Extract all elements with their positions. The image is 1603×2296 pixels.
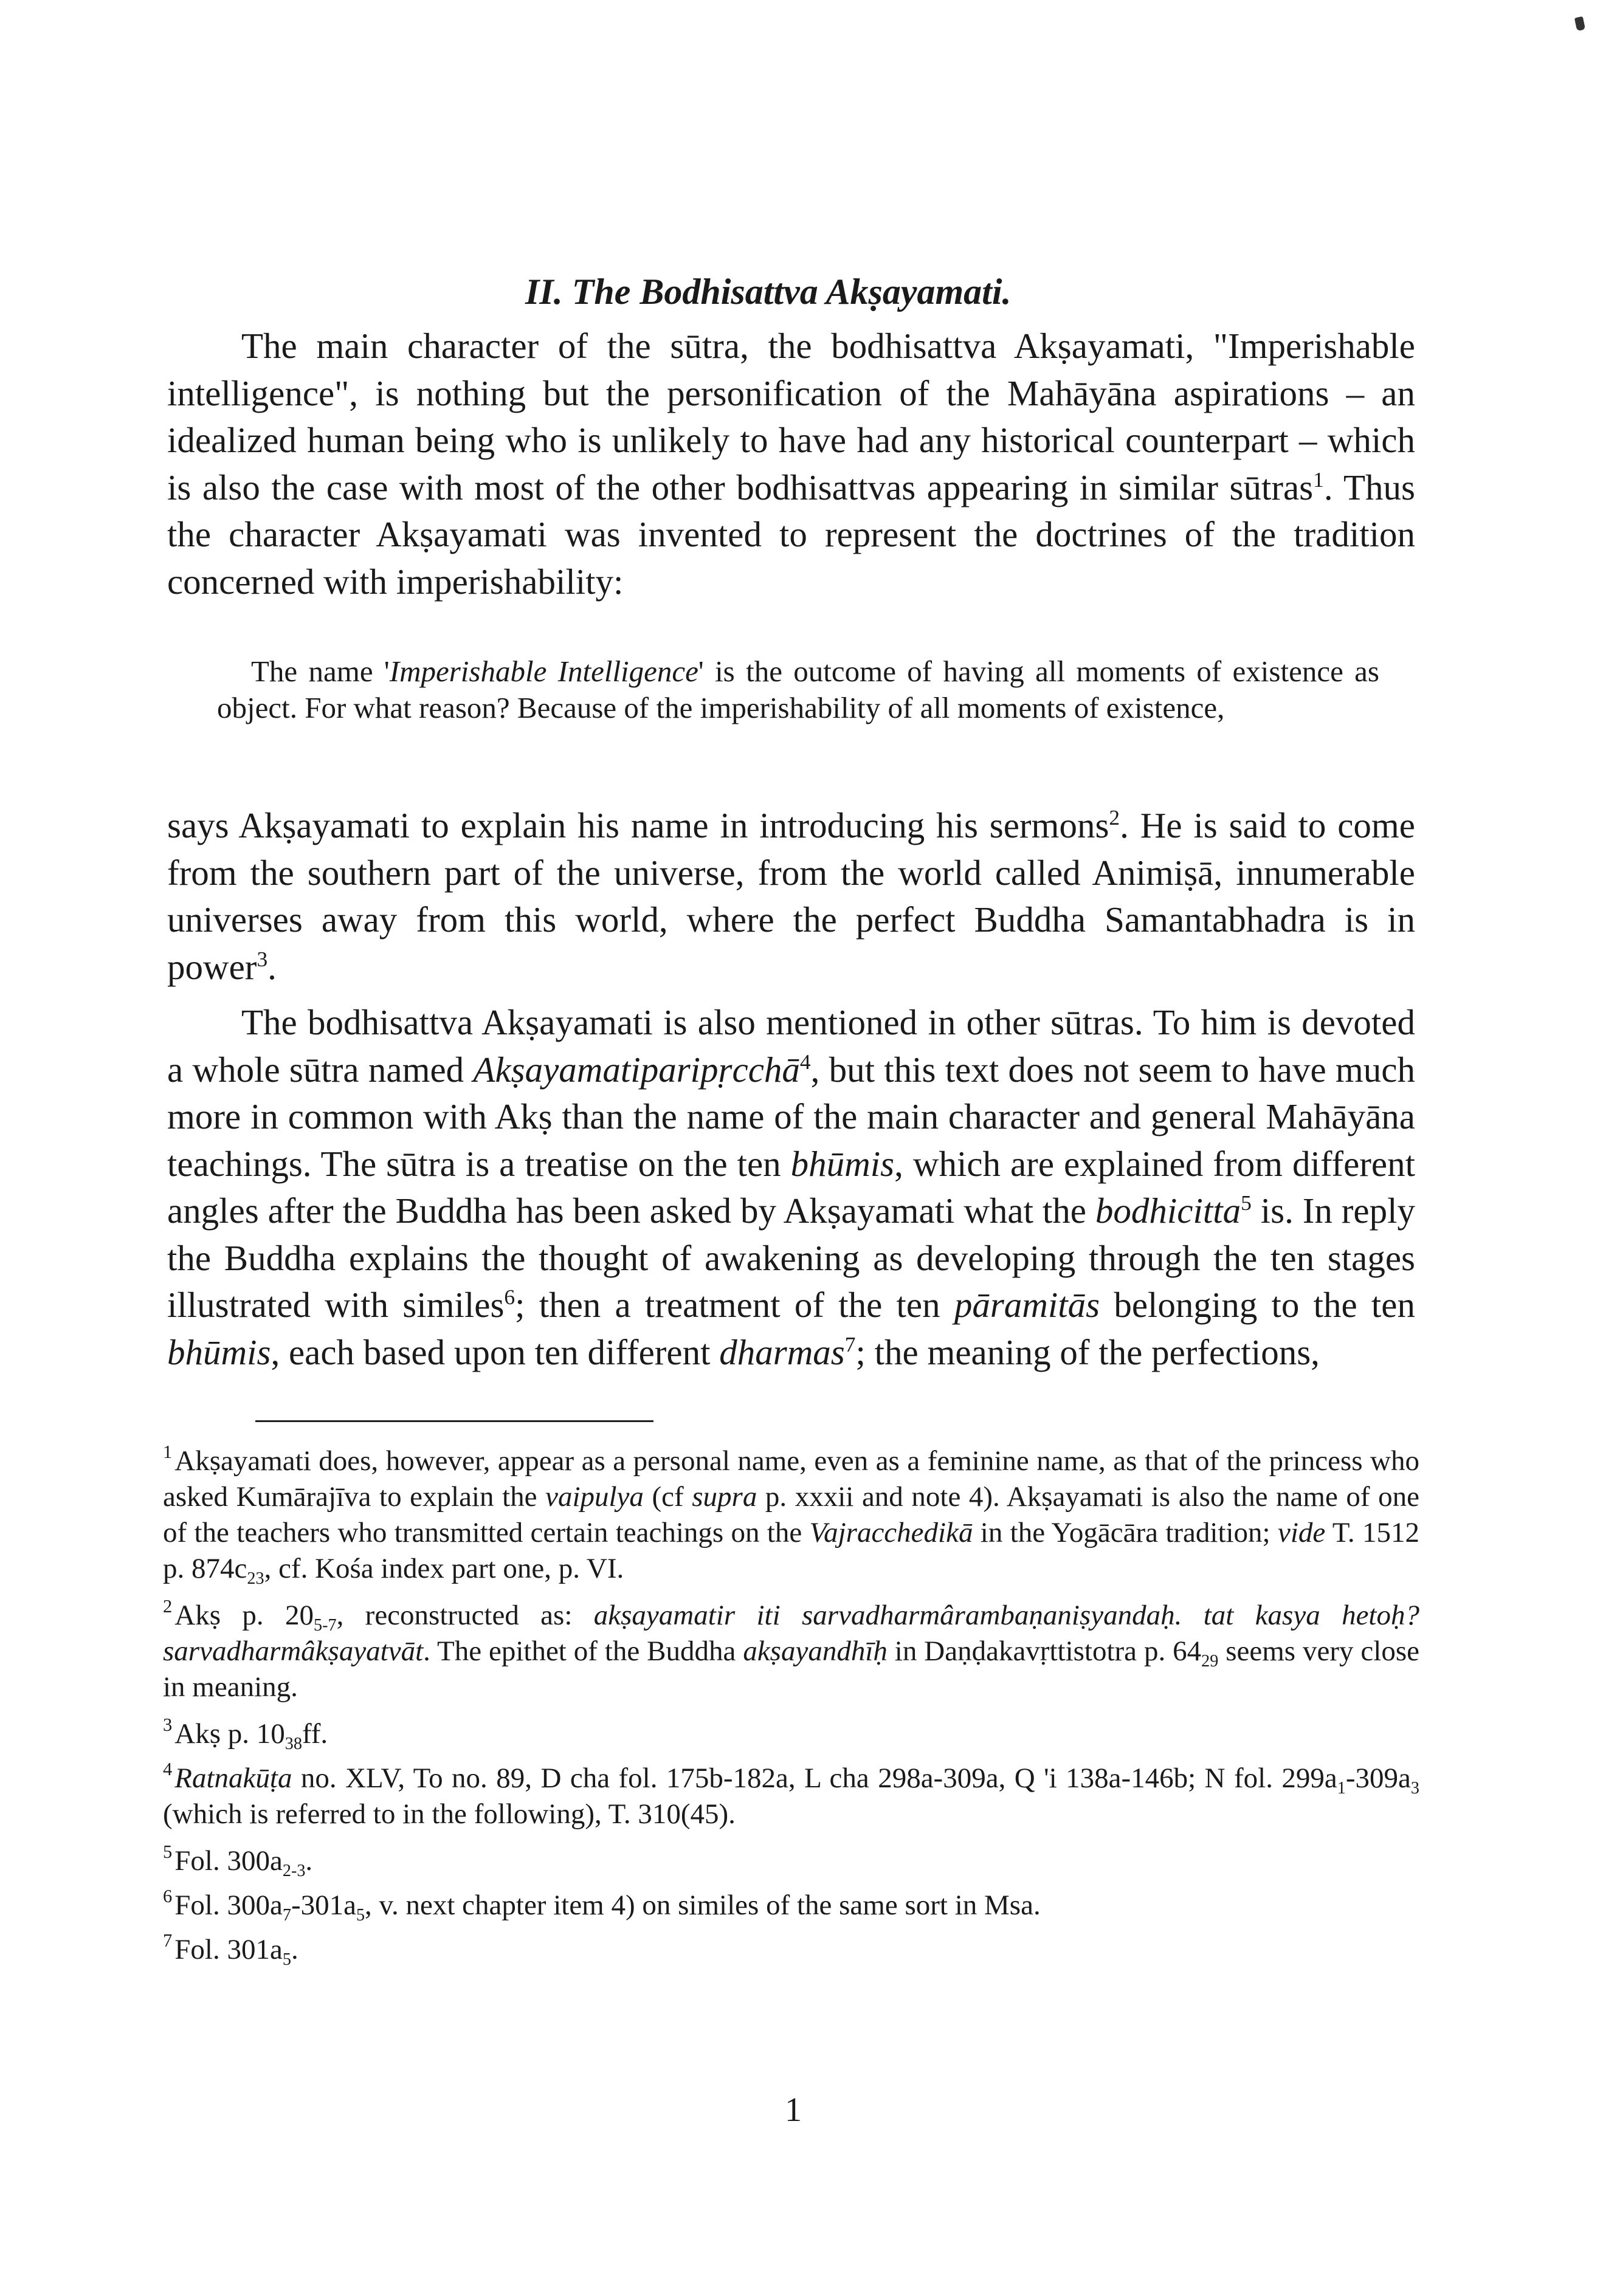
- footnote-ref-4: 4: [799, 1049, 811, 1074]
- footnote-5: $^5$Fol. $300a_{2-3}$.: [163, 1841, 313, 1880]
- footnote-7: $^7$Fol. $301a_5$.: [163, 1930, 298, 1969]
- paragraph-2: says Akṣayamati to explain his name in introducing his sermons$^2$. He is said to come from the southern part of the universe, from the world called Animiṣā, innumerable universes away from this world, where the perfect Buddha Samantabhadra is in power$^3$.: [167, 805, 1415, 987]
- footnote-3: $^3$Akṣ p. $10_{38}ff$.: [163, 1714, 328, 1753]
- footnote-ref-2: 2: [1109, 805, 1120, 830]
- sutra-title: Akṣayamatiparipṛcchā: [473, 1049, 800, 1090]
- footnote-ref-5: 5: [1241, 1190, 1252, 1215]
- footnote-ref-1: 1: [1313, 467, 1324, 492]
- quote-title: Imperishable Intelligence: [389, 655, 698, 688]
- section-heading: [525, 270, 1012, 314]
- footnote-6: $^6$Fol. $300a_7-301a_5$, v. next chapter item 4) on similes of the same sort in Msa.: [163, 1886, 1041, 1925]
- page-number: 1: [785, 2091, 802, 2129]
- footnote-ref-6: 6: [504, 1284, 515, 1309]
- paragraph-1: The main character of the sūtra, the bodhisattva Akṣayamati, "Imperishable intelligence", is nothing but the personification of the Mahāyāna aspirations – an idealized human being who is unlikely to have had any historical counterpart – which is also the case with most of the other bodhisattvas appearing in similar sūtras$^1$. Thus the character Akṣayamati was invented to represent the doctrines of the tradition concerned with imperishability:: [167, 326, 1415, 602]
- footnote-4: $^4$Ratnakūṭa no. XLV, To no. 89, D cha fol. 175b-182a, L cha 298a-309a, Q 'i 138a-146b; N fol. $299a_1-309a_3$ (which is referred to in the following), T. 310(45).: [163, 1759, 1419, 1830]
- footnote-2: $^2$Akṣ p. $20_{5-7}$, reconstructed as: akṣayamatir iti sarvadharmârambaṇaniṣyandaḥ. tat kasya hetoḥ? sarvadharmâkṣayatvāt. The epithet of the Buddha akṣayandhīḥ in Daṇḍakavṛttistotra p. $64_{29}$ seems very close in meaning.: [163, 1596, 1419, 1703]
- heading-title: The Bodhisattva Akṣayamati.: [571, 272, 1012, 312]
- footnote-ref-7: 7: [844, 1332, 856, 1356]
- footnote-separator: [255, 1420, 653, 1422]
- scan-mark: [1574, 16, 1585, 31]
- footnote-1: $^1$Akṣayamati does, however, appear as a personal name, even as a feminine name, as that of the princess who asked Kumārajīva to explain the vaipulya (cf supra p. xxxii and note 4). Akṣayamati is also the name of one of the teachers who transmitted certain teachings on the Vajracchedikā in the Yogācāra tradition; vide T. 1512 p. $874c_{23}$, cf. Kośa index part one, p. VI.: [163, 1442, 1420, 1588]
- block-quote: The name 'Imperishable Intelligence' is the outcome of having all moments of existence as object. For what reason? Because of the imperishability of all moments of existence,: [217, 655, 1379, 724]
- paragraph-3: The bodhisattva Akṣayamati is also mentioned in other sūtras. To him is devoted a whole sūtra named Akṣayamatiparipṛcchā$^4$, but this text does not seem to have much more in common with Akṣ than the name of the main character and general Mahāyāna teachings. The sūtra is a treatise on the ten bhūmis, which are explained from different angles after the Buddha has been asked by Akṣayamati what the bodhicitta$^5$ is. In reply the Buddha explains the thought of awakening as developing through the ten stages illustrated with similes$^6$; then a treatment of the ten pāramitās belonging to the ten bhūmis, each based upon ten different dharmas$^7$; the meaning of the perfections,: [167, 1002, 1415, 1372]
- footnote-ref-3: 3: [257, 946, 268, 971]
- footnotes: [163, 1443, 1419, 1976]
- heading-number: II.: [525, 272, 563, 312]
